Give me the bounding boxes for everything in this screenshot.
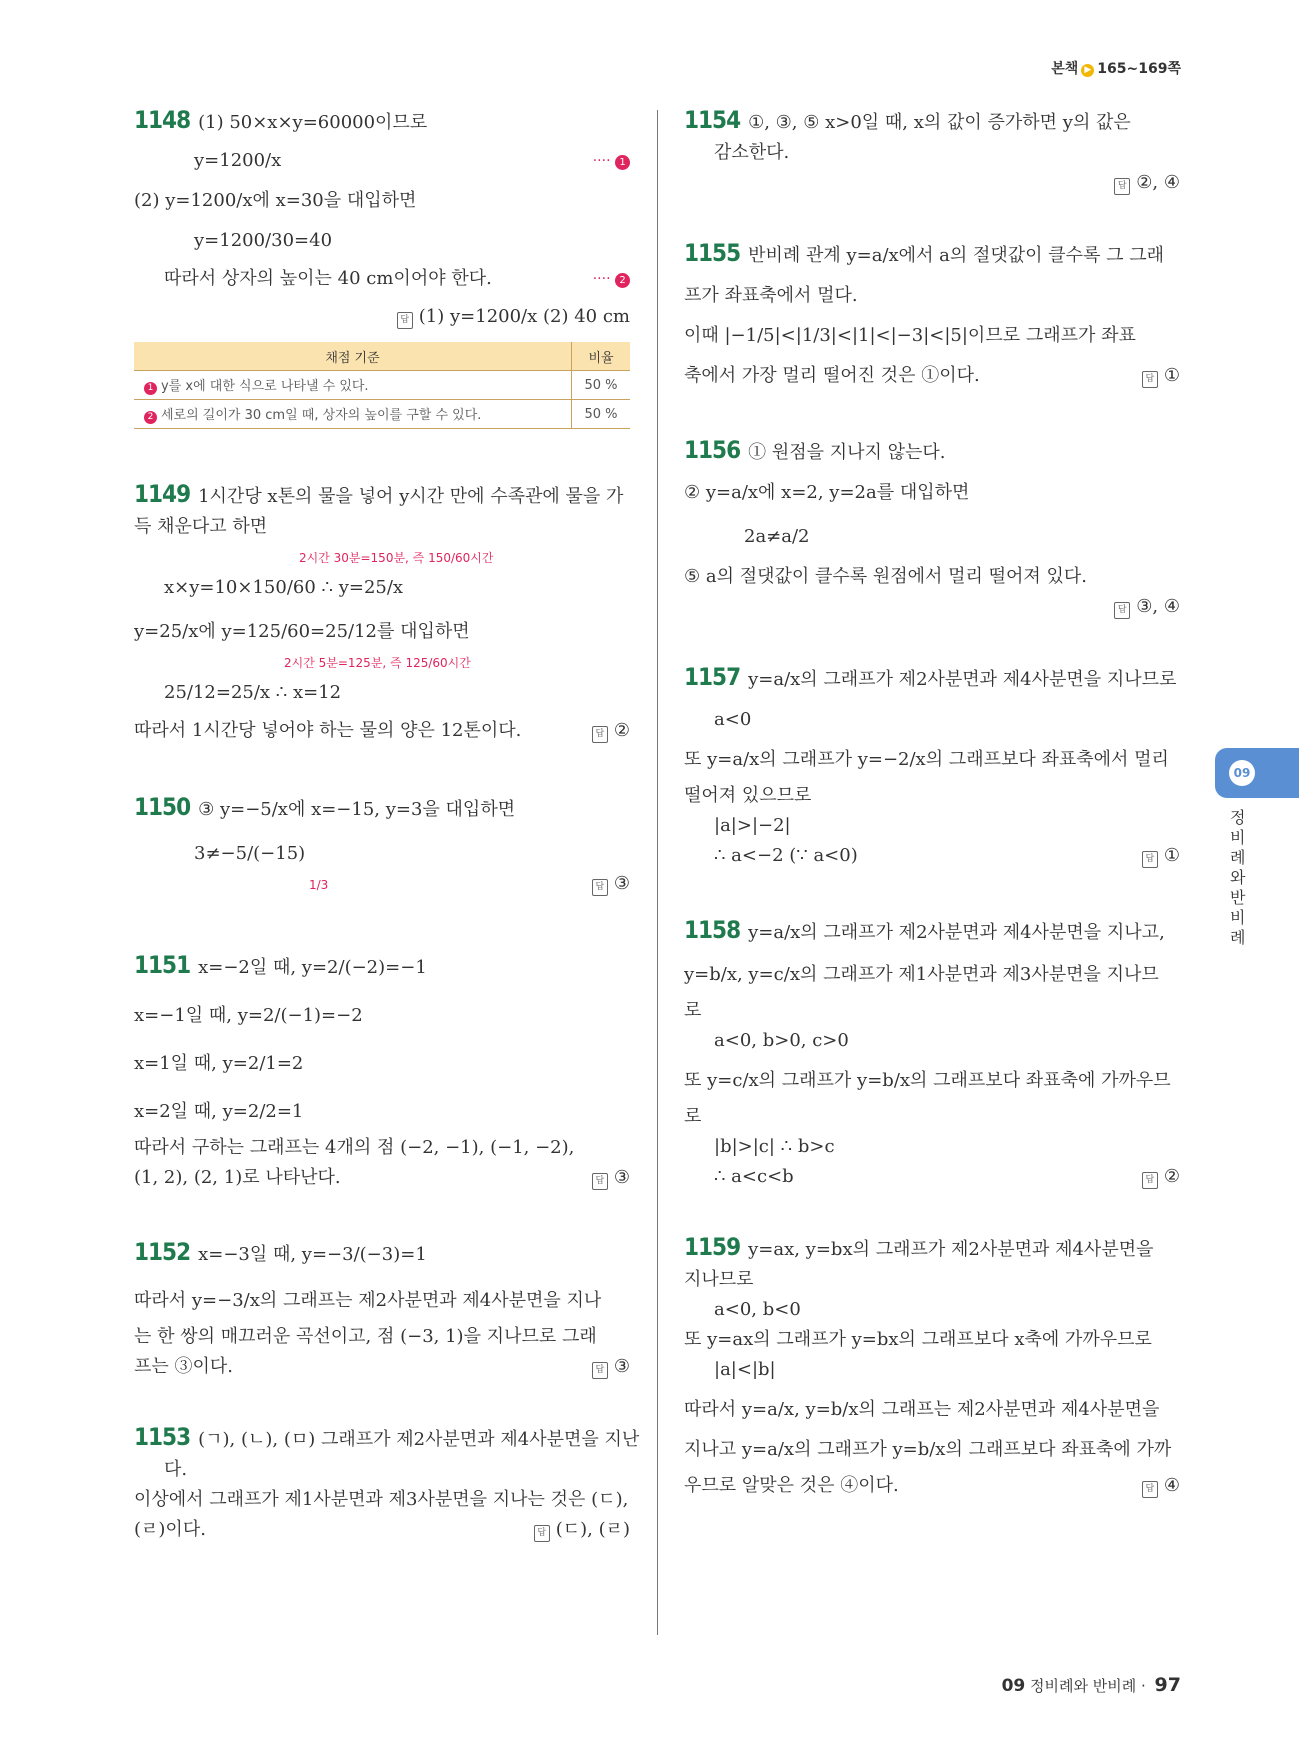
solution-line: 또 y=ax의 그래프가 y=bx의 그래프보다 x축에 가까우므로 [684, 1329, 1152, 1350]
problem-number: 1153 [134, 1423, 191, 1451]
answer: ④ [1163, 1475, 1180, 1496]
header-book: 본책 [1051, 61, 1079, 77]
solution-line: y=b/x, y=c/x의 그래프가 제1사분면과 제3사분면을 지나므 [684, 964, 1159, 985]
solution-line: x=2일 때, y=2/2=1 [134, 1101, 304, 1122]
problem-number: 1157 [684, 663, 741, 691]
solution-line: (ㄱ), (ㄴ), (ㅁ) 그래프가 제2사분면과 제4사분면을 지난 [198, 1429, 640, 1450]
answer: ②, ④ [1136, 172, 1180, 193]
answer: ② [613, 720, 630, 741]
answer: (ㄷ), (ㄹ) [555, 1519, 630, 1540]
solution-line: ∴ a<−2 (∵ a<0) [714, 845, 858, 866]
problem-1154 [684, 105, 1180, 198]
grading-table [134, 342, 630, 429]
answer-icon: 답 [397, 312, 413, 329]
solution-line: x=−2일 때, y=2/(−2)=−1 [198, 957, 427, 978]
header-pages: 165~169쪽 [1097, 61, 1181, 77]
problem-number: 1150 [134, 793, 191, 821]
table-header: 채점 기준 [134, 342, 572, 371]
answer-icon: 답 [1142, 1481, 1158, 1498]
problem-number: 1148 [134, 106, 191, 134]
solution-line: 또 y=c/x의 그래프가 y=b/x의 그래프보다 좌표축에 가까우므 [684, 1070, 1171, 1091]
answer: ① [1163, 845, 1180, 866]
solution-line: 로 [684, 1106, 702, 1127]
answer-icon: 답 [534, 1525, 550, 1542]
solution-line: y=a/x의 그래프가 제2사분면과 제4사분면을 지나고, [748, 922, 1165, 943]
step-marker-1: ···· 1 [593, 146, 630, 176]
answer-icon: 답 [1142, 1172, 1158, 1189]
arrow-icon: ▶ [1081, 64, 1094, 77]
right-column [684, 105, 1180, 1501]
problem-number: 1156 [684, 436, 741, 464]
table-row: 1 y를 x에 대한 식으로 나타낼 수 있다. 50 % [134, 371, 630, 400]
answer-icon: 답 [592, 1362, 608, 1379]
chapter-title: 정비례와 반비례 [1230, 808, 1246, 947]
solution-line: a<0, b>0, c>0 [714, 1030, 849, 1051]
solution-line: 감소한다. [714, 142, 790, 163]
problem-number: 1159 [684, 1233, 741, 1261]
answer-icon: 답 [1142, 371, 1158, 388]
solution-line: 지나고 y=a/x의 그래프가 y=b/x의 그래프보다 좌표축에 가까 [684, 1439, 1172, 1460]
problem-1155 [684, 238, 1180, 391]
solution-line: x=−3일 때, y=−3/(−3)=1 [198, 1244, 427, 1265]
footer-chapter-title: 정비례와 반비례 [1030, 1677, 1137, 1695]
problem-1159 [684, 1232, 1180, 1501]
answer-icon: 답 [1114, 178, 1130, 195]
answer-icon: 답 [1142, 851, 1158, 868]
page-header [1051, 58, 1181, 78]
problem-number: 1158 [684, 916, 741, 944]
solution-line: |a|>|−2| [714, 815, 791, 836]
solution-line: 이때 |−1/5|<|1/3|<|1|<|−3|<|5|이므로 그래프가 좌표 [684, 325, 1136, 346]
answer: ③, ④ [1136, 596, 1180, 617]
chapter-tab [1215, 748, 1299, 798]
left-column [134, 105, 640, 1545]
answer-icon: 답 [1114, 602, 1130, 619]
answer: ③ [613, 1356, 630, 1377]
solution-line: 따라서 상자의 높이는 40 cm이어야 한다. [164, 268, 492, 289]
footer-chapter-number: 09 [1001, 1676, 1026, 1696]
solution-line: 는 한 쌍의 매끄러운 곡선이고, 점 (−3, 1)을 지나므로 그래 [134, 1326, 597, 1347]
problem-1156 [684, 435, 1180, 622]
solution-line: 2a≠a/2 [744, 526, 810, 547]
problem-1157 [684, 662, 1180, 871]
solution-line: 따라서 y=−3/x의 그래프는 제2사분면과 제4사분면을 지나 [134, 1290, 602, 1311]
solution-line: ⑤ a의 절댓값이 클수록 원점에서 멀리 떨어져 있다. [684, 566, 1088, 587]
solution-line: (ㄹ)이다. [134, 1519, 206, 1540]
problem-number: 1149 [134, 480, 191, 508]
table-header: 비율 [572, 342, 631, 371]
solution-line: y=ax, y=bx의 그래프가 제2사분면과 제4사분면을 [748, 1239, 1154, 1260]
problem-number: 1151 [134, 951, 191, 979]
answer: ③ [613, 873, 630, 894]
solution-line: 또 y=a/x의 그래프가 y=−2/x의 그래프보다 좌표축에서 멀리 [684, 749, 1169, 770]
solution-line: (2) y=1200/x에 x=30을 대입하면 [134, 190, 417, 211]
solution-line: 우므로 알맞은 것은 ④이다. [684, 1475, 899, 1496]
solution-line: a<0, b<0 [714, 1299, 801, 1320]
solution-line: 이상에서 그래프가 제1사분면과 제3사분면을 지나는 것은 (ㄷ), [134, 1489, 629, 1510]
solution-line: y=1200/x [194, 150, 282, 171]
solution-line: ③ y=−5/x에 x=−15, y=3을 대입하면 [198, 799, 516, 820]
solution-line: 다. [164, 1459, 188, 1480]
solution-line: (1) 50×x×y=60000이므로 [198, 112, 428, 133]
solution-line: 지나므로 [684, 1269, 754, 1290]
problem-number: 1155 [684, 239, 741, 267]
problem-1148 [134, 105, 630, 429]
annotation-note: 1/3 [309, 878, 329, 892]
answer: ③ [613, 1167, 630, 1188]
solution-line: 1시간당 x톤의 물을 넣어 y시간 만에 수족관에 물을 가 [198, 486, 624, 507]
answer: ① [1163, 365, 1180, 386]
solution-line: y=1200/30=40 [194, 230, 333, 251]
solution-line: 득 채운다고 하면 [134, 516, 268, 537]
annotation-note: 2시간 30분=150분, 즉 150/60시간 [299, 551, 494, 565]
solution-line: |a|<|b| [714, 1359, 776, 1380]
page-footer: 09 정비례와 반비례 · 97 [1001, 1674, 1181, 1696]
solution-line: 반비례 관계 y=a/x에서 a의 절댓값이 클수록 그 그래 [748, 245, 1165, 266]
chapter-number-badge: 09 [1229, 760, 1255, 786]
problem-number: 1152 [134, 1238, 191, 1266]
solution-line: y=a/x의 그래프가 제2사분면과 제4사분면을 지나므로 [748, 669, 1177, 690]
solution-line: 떨어져 있으므로 [684, 785, 812, 806]
solution-line: x×y=10×150/60 ∴ y=25/x [164, 577, 404, 598]
solution-line: a<0 [714, 709, 752, 730]
step-marker-2: ···· 2 [593, 264, 630, 294]
column-divider [657, 110, 658, 1635]
problem-1158 [684, 915, 1180, 1192]
solution-line: x=1일 때, y=2/1=2 [134, 1053, 304, 1074]
solution-line: 프가 좌표축에서 멀다. [684, 285, 858, 306]
answer: (1) y=1200/x (2) 40 cm [418, 306, 630, 327]
answer-icon: 답 [592, 726, 608, 743]
solution-line: y=25/x에 y=125/60=25/12를 대입하면 [134, 621, 470, 642]
solution-line: 따라서 1시간당 넣어야 하는 물의 양은 12톤이다. [134, 720, 522, 741]
solution-line: 3≠−5/(−15) [194, 843, 306, 864]
solution-line: 25/12=25/x ∴ x=12 [164, 682, 342, 703]
solution-line: ①, ③, ⑤ x>0일 때, x의 값이 증가하면 y의 값은 [748, 112, 1131, 133]
problem-1152 [134, 1237, 630, 1382]
page-number: 97 [1154, 1674, 1181, 1696]
solution-line: ∴ a<c<b [714, 1166, 794, 1187]
answer-icon: 답 [592, 1173, 608, 1190]
solution-line: |b|>|c| ∴ b>c [714, 1136, 835, 1157]
solution-line: ① 원점을 지나지 않는다. [748, 442, 946, 463]
solution-line: 로 [684, 1000, 702, 1021]
solution-line: 따라서 y=a/x, y=b/x의 그래프는 제2사분면과 제4사분면을 [684, 1399, 1160, 1420]
problem-1153 [134, 1422, 640, 1545]
solution-line: x=−1일 때, y=2/(−1)=−2 [134, 1005, 363, 1026]
problem-number: 1154 [684, 106, 741, 134]
annotation-note: 2시간 5분=125분, 즉 125/60시간 [284, 656, 471, 670]
problem-1149 [134, 479, 630, 746]
problem-1151 [134, 950, 630, 1193]
solution-line: 축에서 가장 멀리 떨어진 것은 ①이다. [684, 365, 980, 386]
solution-line: (1, 2), (2, 1)로 나타난다. [134, 1167, 341, 1188]
problem-1150 [134, 792, 630, 900]
solution-line: ② y=a/x에 x=2, y=2a를 대입하면 [684, 482, 970, 503]
table-row: 2 세로의 길이가 30 cm일 때, 상자의 높이를 구할 수 있다. 50 % [134, 400, 630, 429]
solution-line: 프는 ③이다. [134, 1356, 233, 1377]
answer-icon: 답 [592, 879, 608, 896]
solution-line: 따라서 구하는 그래프는 4개의 점 (−2, −1), (−1, −2), [134, 1137, 575, 1158]
answer: ② [1163, 1166, 1180, 1187]
